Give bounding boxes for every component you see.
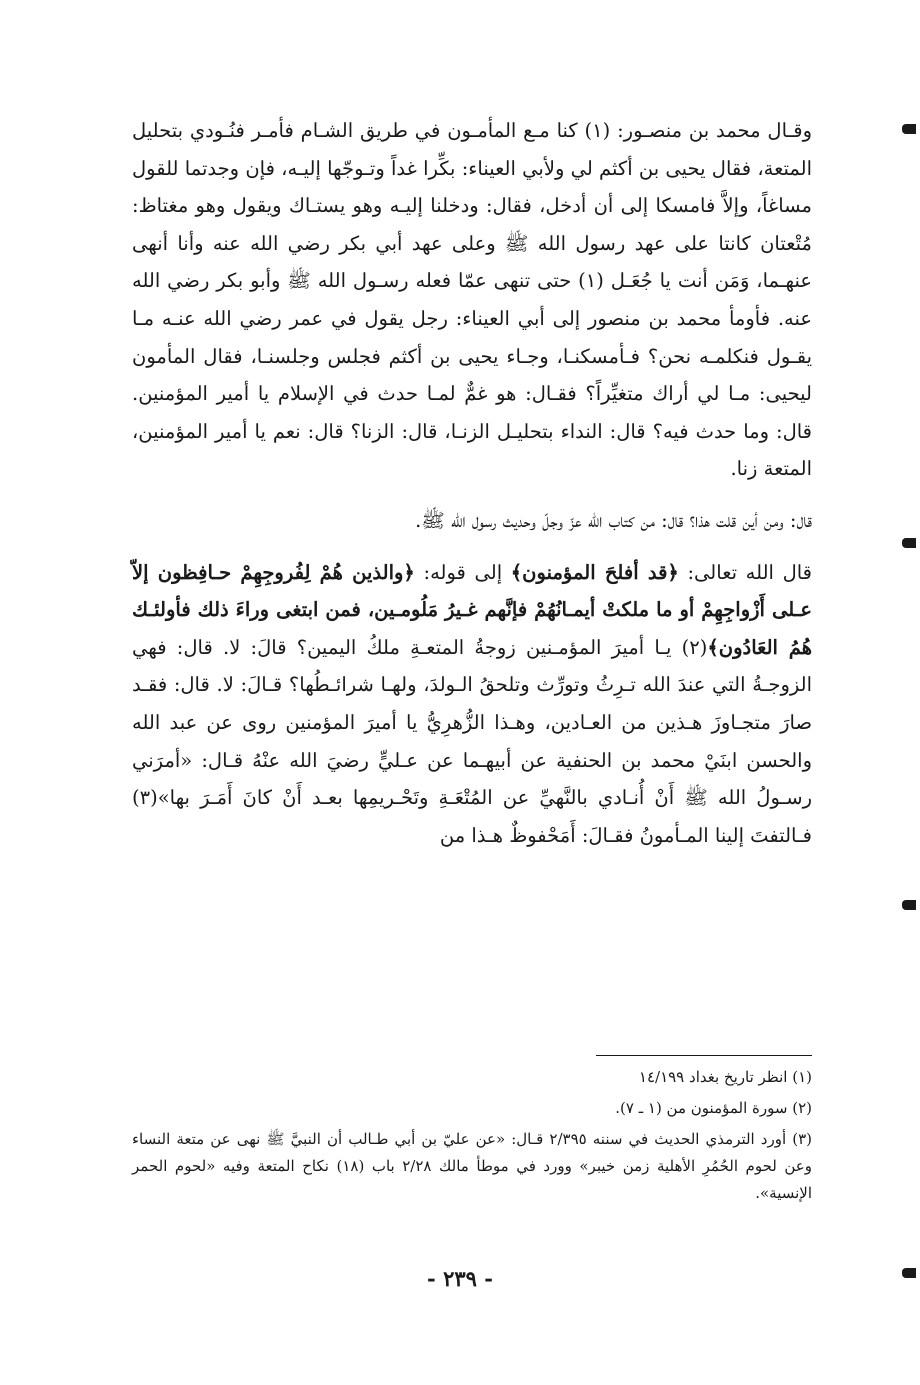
paragraph-3-mid: إلى قوله: [414,560,511,584]
main-text [132,112,812,854]
footnote-separator [596,1055,812,1056]
binding-edge-mark [902,124,916,134]
paragraph-3 [132,554,812,855]
footnotes [132,1064,812,1211]
paragraph-3-rest: (٢) يـا أميرَ المؤمـنين زوجةُ المتعـةِ ملكُ اليمين؟ قالَ: لا. قال: فهي الزوجـةُ التي عندَ الله تـرِثُ وتورِّث وتلحقُ الـولدَ، ولهـا شرائـطُها؟ قـالَ: لا. قال: فقـد صارَ متجـاوزَ هـذين من العـادين، وهـذا الزُّهرِيُّ يا أميرَ المؤمنين روى عن عبد الله والحسن ابنَيْ محمد بن الحنفية عن أبيهـما عن عـليٍّ رضيَ الله عنْهُ قـال: «أمرَني رسـولُ الله ﷺ أَنْ أُنـادي بالنَّهيِّ عن المُتْعَـةِ وتَحْـريمِها بعـد أَنْ كانَ أَمَـرَ بها»(٣) فـالتفتَ إلينا المـأمونُ فقـالَ: أَمَحْفوظٌ هـذا من [132,635,812,847]
binding-edge-mark [902,1268,916,1278]
paragraph-3-intro: قال الله تعالى: [678,560,812,584]
quran-verse-1: ﴿قد أفلحَ المؤمنون﴾ [510,560,679,584]
footnote-1: (١) انظر تاريخ بغداد ١٤/١٩٩ [638,1068,812,1086]
footnote-3: (٣) أورد الترمذي الحديث في سننه ٢/٣٩٥ قـال: «عن عليّ بن أبي طـالب أن النبيَّ ﷺ نهى عن متعة النساء وعن لحوم الحُمُرِ الأهلية زمن خيبر» وورد في موطأ مالك ٢/٢٨ باب (١٨) نكاح المتعة وفيه «لحوم الحمر الإنسية». [132,1130,812,1202]
paragraph-1: وقـال محمد بن منصـور: (١) كنا مـع المأمـون في طريق الشـام فأمـر فنُـودي بتحليل المتعة، فقال يحيى بن أكثم لي ولأبي العيناء: بكِّرا غداً وتـوجّها إليـه، فإن وجدتما للقول مساغاً، وإلاَّ فامسكا إلى أن أدخل، فقال: ودخلنا إليـه وهو يستـاك ويقول وهو مغتاظ: مُتْعتان كانتا على عهد رسول الله ﷺ وعلى عهد أبي بكر رضي الله عنه وأنا أنهى عنهـما، وَمَن أنت يا جُعَـل (١) حتى تنهى عمّا فعله رسـول الله ﷺ وأبو بكر رضي الله عنه. فأومأ محمد بن منصور إلى أبي العيناء: رجل يقول في عمر رضي الله عنـه مـا يقـول فنكلمـه نحن؟ فـأمسكنـا، وجـاء يحيى بن أكثم فجلس وجلسنـا، فقال المأمون ليحيى: مـا لي أراك متغيِّراً؟ فقـال: هو غمٌّ لمـا حدث في الإسلام يا أمير المؤمنين. قال: وما حدث فيه؟ قال: النداء بتحليـل الزنـا، قال: الزنا؟ قال: نعم يا أمير المؤمنين، المتعة زنا. [132,119,812,481]
quran-verse-2: ﴿والذين هُمْ لِفُروجِهِمْ حـافِظون إلاّ عـلى أَزْواجِهِمْ أو ما ملكتْ أيمـانُهُمْ فإنَّهم غـيرُ مَلُومـين، فمن ابتغى وراءَ ذلك فأولئـك هُمُ العَادُون﴾ [132,560,812,659]
page-number: - ٢٣٩ - [427,1266,493,1291]
binding-edge-mark [902,900,916,910]
binding-edge-mark [902,538,916,548]
footnote-2: (٢) سورة المؤمنون من (١ ـ ٧). [615,1099,812,1117]
paragraph-2: قال: ومن أين قلت هذا؟ قال: من كتاب الله عزّ وجلّ وحديث رسول الله ﷺ. [415,508,812,532]
